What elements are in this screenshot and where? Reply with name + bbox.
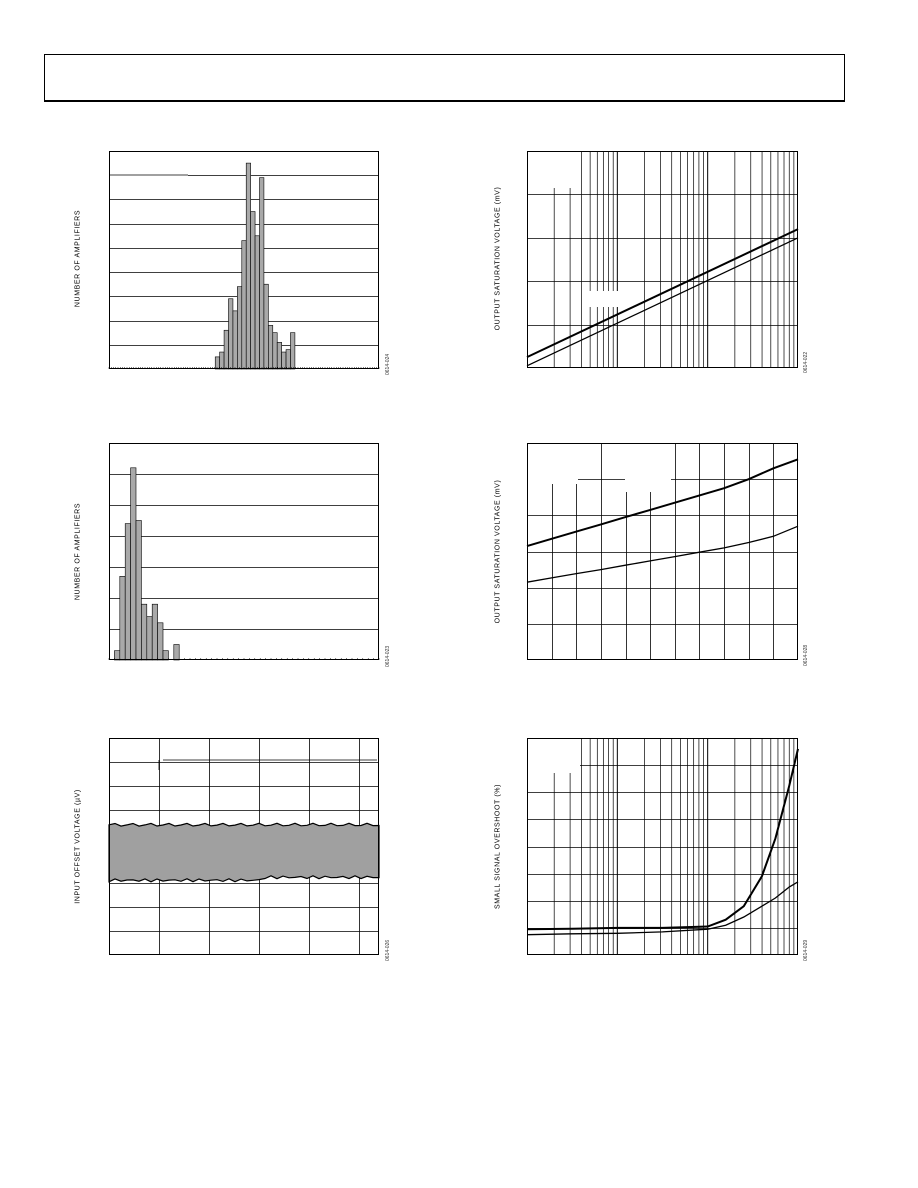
chart2-figure-id: 0614-022 xyxy=(803,351,809,373)
series-line-1 xyxy=(527,749,798,929)
histogram-bar xyxy=(237,287,241,369)
histogram-bar xyxy=(246,163,250,369)
histogram-bar xyxy=(259,178,263,369)
series-line-2 xyxy=(527,238,798,366)
legend-box-blank xyxy=(528,152,580,188)
histogram-bar xyxy=(233,311,237,369)
histogram-bar xyxy=(273,333,277,369)
chart6-ylabel: SMALL SIGNAL OVERSHOOT (%) xyxy=(494,783,502,910)
histogram-bar xyxy=(229,299,233,369)
chart5-band-chart xyxy=(109,738,379,955)
histogram-bar xyxy=(131,468,136,660)
chart5-figure-id: 0614-026 xyxy=(385,939,391,961)
histogram-bar xyxy=(224,330,228,369)
series-line-2 xyxy=(527,882,798,935)
histogram-bar xyxy=(215,357,219,369)
chart2-line-chart xyxy=(527,151,798,368)
chart6-figure-id: 0614-029 xyxy=(803,939,809,961)
histogram-bar xyxy=(125,524,130,660)
histogram-bar xyxy=(147,617,152,660)
chart3-figure-id: 0614-023 xyxy=(385,645,391,667)
legend-box-blank xyxy=(110,152,188,176)
legend-box-blank xyxy=(528,444,578,484)
legend-box-blank xyxy=(110,739,159,761)
histogram-bar xyxy=(114,651,119,660)
histogram-bar xyxy=(255,236,259,369)
chart1-figure-id: 0614-024 xyxy=(385,353,391,375)
histogram-bar xyxy=(290,333,294,369)
chart1-ylabel: NUMBER OF AMPLIFIERS xyxy=(74,209,82,308)
chart2-ylabel: OUTPUT SATURATION VOLTAGE (mV) xyxy=(494,186,502,331)
histogram-bar xyxy=(141,604,146,660)
legend-box-blank xyxy=(625,444,671,492)
chart4-line-chart xyxy=(527,443,798,660)
histogram-bar xyxy=(136,521,141,661)
histogram-bar xyxy=(268,325,272,369)
histogram-bar xyxy=(158,623,163,660)
chart1-histogram xyxy=(109,151,379,369)
chart6-line-chart xyxy=(527,738,798,955)
histogram-bar xyxy=(152,604,157,660)
histogram-bar xyxy=(120,576,125,660)
histogram-bar xyxy=(242,241,246,369)
histogram-bar xyxy=(251,212,255,369)
histogram-bar xyxy=(286,350,290,369)
histogram-bar xyxy=(277,342,281,369)
annotation-blank xyxy=(585,291,621,307)
histogram-bar xyxy=(264,284,268,369)
chart5-ylabel: INPUT OFFSET VOLTAGE (µV) xyxy=(74,789,82,904)
chart3-ylabel: NUMBER OF AMPLIFIERS xyxy=(74,502,82,601)
histogram-bar xyxy=(163,651,168,660)
chart4-figure-id: 0614-028 xyxy=(803,644,809,666)
series-line-1 xyxy=(527,229,798,357)
page-header-box xyxy=(44,54,845,102)
histogram-bar xyxy=(282,352,286,369)
legend-box-blank xyxy=(528,739,580,773)
chart4-ylabel: OUTPUT SATURATION VOLTAGE (mV) xyxy=(494,479,502,624)
chart3-histogram xyxy=(109,443,379,660)
histogram-bar xyxy=(220,352,224,369)
offset-voltage-band xyxy=(109,823,379,882)
histogram-bar xyxy=(174,645,179,661)
